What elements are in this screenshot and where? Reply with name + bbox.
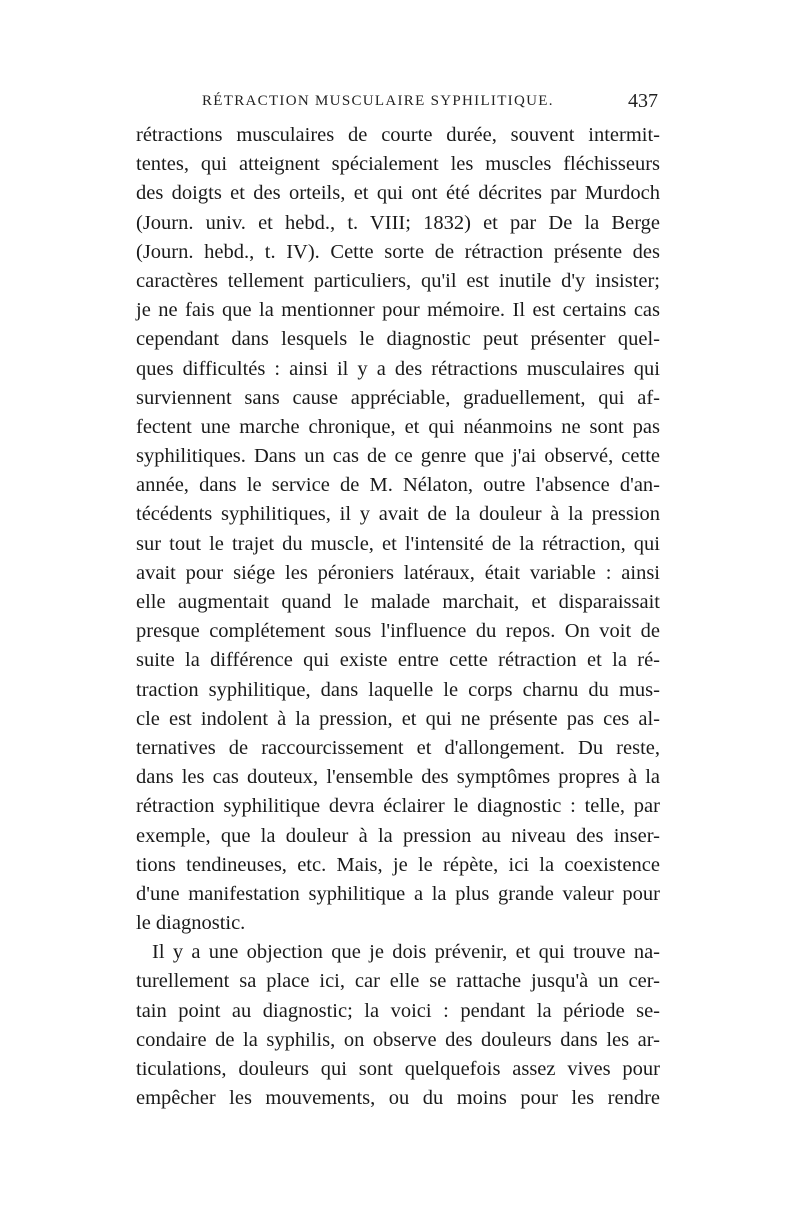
running-title: RÉTRACTION MUSCULAIRE SYPHILITIQUE. [202, 93, 554, 109]
text-line: sur tout le trajet du muscle, et l'intensité de la rétraction, qui [136, 532, 660, 555]
text-line: le diagnostic. [136, 912, 246, 935]
text-line: caractères tellement particuliers, qu'il est inutile d'y insister; [136, 269, 660, 292]
text-line: condaire de la syphilis, on observe des douleurs dans les ar- [136, 1028, 660, 1051]
text-line: surviennent sans cause appréciable, graduellement, qui af- [136, 386, 660, 409]
page-number: 437 [628, 90, 658, 112]
text-line: d'une manifestation syphilitique a la plus grande valeur pour [136, 882, 660, 905]
text-line: des doigts et des orteils, et qui ont été décrites par Murdoch [136, 182, 660, 205]
text-line: tentes, qui atteignent spécialement les muscles fléchisseurs [136, 153, 660, 176]
text-line: Il y a une objection que je dois prévenir, et qui trouve na- [152, 941, 660, 964]
text-line: tions tendineuses, etc. Mais, je le répète, ici la coexistence [136, 853, 660, 876]
text-line: ternatives de raccourcissement et d'allongement. Du reste, [136, 736, 660, 759]
text-line: técédents syphilitiques, il y avait de la douleur à la pression [136, 503, 660, 526]
text-line: cle est indolent à la pression, et qui ne présente pas ces al- [136, 707, 660, 730]
text-line: suite la différence qui existe entre cette rétraction et la ré- [136, 649, 660, 672]
text-line: turellement sa place ici, car elle se rattache jusqu'à un cer- [136, 970, 660, 993]
running-head [138, 90, 658, 117]
text-line: dans les cas douteux, l'ensemble des symptômes propres à la [136, 766, 660, 789]
text-line: avait pour siége les péroniers latéraux, était variable : ainsi [136, 561, 660, 584]
text-line: traction syphilitique, dans laquelle le corps charnu du mus- [136, 678, 660, 701]
text-line: ticulations, douleurs qui sont quelquefois assez vives pour [136, 1058, 660, 1080]
text-line: année, dans le service de M. Nélaton, outre l'absence d'an- [136, 474, 660, 497]
text-line: je ne fais que la mentionner pour mémoire. Il est certains cas [136, 299, 660, 322]
text-line: rétractions musculaires de courte durée, souvent intermit- [136, 124, 660, 146]
text-line: rétraction syphilitique devra éclairer le diagnostic : telle, par [136, 795, 660, 818]
text-line: exemple, que la douleur à la pression au niveau des inser- [136, 824, 660, 847]
text-line: cependant dans lesquels le diagnostic peut présenter quel- [136, 328, 660, 351]
text-line: syphilitiques. Dans un cas de ce genre que j'ai observé, cette [136, 445, 660, 468]
body-text [136, 121, 660, 1113]
text-line: elle augmentait quand le malade marchait, et disparaissait [136, 591, 660, 613]
text-line: tain point au diagnostic; la voici : pendant la période se- [136, 999, 660, 1022]
text-line: (Journ. univ. et hebd., t. VIII; 1832) et par De la Berge [136, 211, 660, 234]
text-line: ques difficultés : ainsi il y a des rétractions musculaires qui [136, 357, 660, 380]
text-line: (Journ. hebd., t. IV). Cette sorte de rétraction présente des [136, 240, 660, 263]
text-line: fectent une marche chronique, et qui néanmoins ne sont pas [136, 415, 660, 438]
text-line: empêcher les mouvements, ou du moins pour les rendre [136, 1087, 660, 1110]
text-line: presque complétement sous l'influence du repos. On voit de [136, 620, 660, 643]
